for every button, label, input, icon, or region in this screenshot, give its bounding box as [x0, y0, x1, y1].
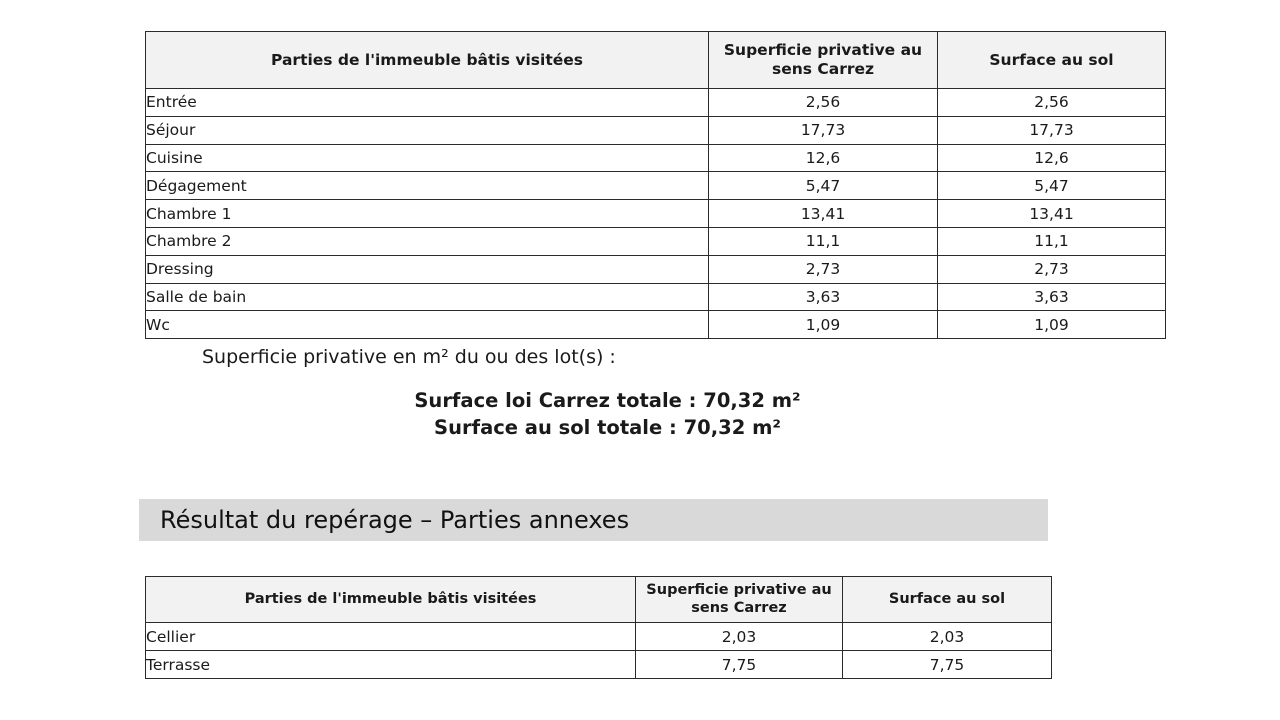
cell-floor-area: 5,47	[938, 172, 1166, 200]
main-surface-table	[145, 31, 1166, 339]
table-row	[146, 172, 1166, 200]
cell-floor-area: 7,75	[843, 651, 1052, 679]
cell-room-name: Dégagement	[146, 172, 709, 200]
total-carrez-line: Surface loi Carrez totale : 70,32 m²	[414, 389, 801, 412]
table-row	[146, 255, 1166, 283]
cell-floor-area: 17,73	[938, 116, 1166, 144]
cell-room-name: Séjour	[146, 116, 709, 144]
column-header-rooms: Parties de l'immeuble bâtis visitées	[146, 577, 636, 623]
cell-room-name: Terrasse	[146, 651, 636, 679]
cell-floor-area: 11,1	[938, 227, 1166, 255]
cell-carrez-area: 2,03	[636, 623, 843, 651]
cell-room-name: Wc	[146, 311, 709, 339]
cell-floor-area: 13,41	[938, 200, 1166, 228]
cell-carrez-area: 17,73	[709, 116, 938, 144]
cell-room-name: Cuisine	[146, 144, 709, 172]
table-row	[146, 283, 1166, 311]
table-row	[146, 311, 1166, 339]
cell-room-name: Chambre 1	[146, 200, 709, 228]
column-header-rooms: Parties de l'immeuble bâtis visitées	[146, 32, 709, 89]
annexes-surface-table	[145, 576, 1052, 679]
cell-room-name: Cellier	[146, 623, 636, 651]
cell-carrez-area: 3,63	[709, 283, 938, 311]
main-table-header	[146, 32, 1166, 89]
table-row	[146, 144, 1166, 172]
cell-carrez-area: 13,41	[709, 200, 938, 228]
table-row	[146, 200, 1166, 228]
cell-floor-area: 2,56	[938, 89, 1166, 117]
cell-room-name: Salle de bain	[146, 283, 709, 311]
column-header-floor-area: Surface au sol	[843, 577, 1052, 623]
cell-carrez-area: 11,1	[709, 227, 938, 255]
cell-floor-area: 2,03	[843, 623, 1052, 651]
cell-floor-area: 1,09	[938, 311, 1166, 339]
section-banner-title: Résultat du repérage – Parties annexes	[160, 506, 630, 534]
table-header-row	[146, 32, 1166, 89]
cell-carrez-area: 1,09	[709, 311, 938, 339]
cell-floor-area: 3,63	[938, 283, 1166, 311]
cell-room-name: Dressing	[146, 255, 709, 283]
cell-floor-area: 2,73	[938, 255, 1166, 283]
main-table-body	[146, 89, 1166, 339]
summary-lead-text: Superficie privative en m² du ou des lot(s) :	[202, 346, 616, 368]
annexes-table-header	[146, 577, 1052, 623]
column-header-carrez: Superficie privative au sens Carrez	[636, 577, 843, 623]
cell-carrez-area: 12,6	[709, 144, 938, 172]
cell-carrez-area: 2,73	[709, 255, 938, 283]
column-header-floor-area: Surface au sol	[938, 32, 1166, 89]
cell-carrez-area: 5,47	[709, 172, 938, 200]
cell-floor-area: 12,6	[938, 144, 1166, 172]
table-row	[146, 227, 1166, 255]
annexes-table-body	[146, 623, 1052, 679]
table-row	[146, 89, 1166, 117]
cell-room-name: Entrée	[146, 89, 709, 117]
table-row	[146, 651, 1052, 679]
table-row	[146, 623, 1052, 651]
table-row	[146, 116, 1166, 144]
cell-carrez-area: 2,56	[709, 89, 938, 117]
column-header-carrez: Superficie privative au sens Carrez	[709, 32, 938, 89]
section-banner-parties-annexes	[139, 499, 1048, 541]
table-header-row	[146, 577, 1052, 623]
total-floor-area-line: Surface au sol totale : 70,32 m²	[434, 415, 781, 439]
cell-room-name: Chambre 2	[146, 227, 709, 255]
summary-totals	[0, 388, 1215, 441]
cell-carrez-area: 7,75	[636, 651, 843, 679]
